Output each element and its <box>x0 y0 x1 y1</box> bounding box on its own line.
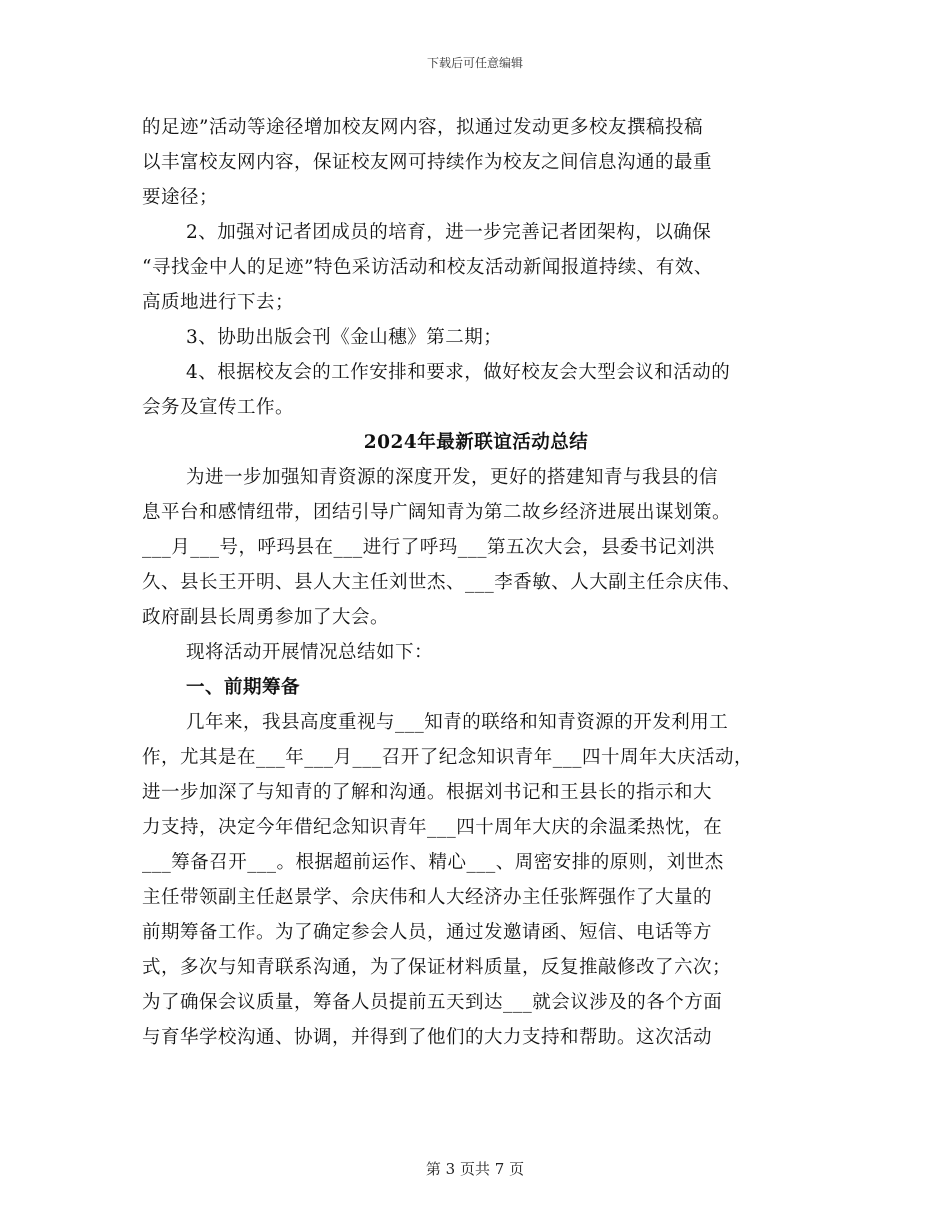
list-item-3: 3、协助出版会刊《金山穗》第二期； <box>186 327 503 348</box>
list-item-4: 4、根据校友会的工作安排和要求，做好校友会大型会议和活动的 <box>186 362 731 383</box>
header-note: 下载后可任意编辑 <box>426 56 523 70</box>
paragraph-line: 政府副县长周勇参加了大会。 <box>142 607 390 628</box>
paragraph-line: 高质地进行下去； <box>142 292 295 313</box>
paragraph-line: 会务及宣传工作。 <box>142 397 295 418</box>
paragraph-line: 主任带领副主任赵景学、佘庆伟和人大经济办主任张辉强作了大量的 <box>142 887 713 908</box>
subsection-heading: 一、前期筹备 <box>186 677 301 698</box>
paragraph-line: 力支持，决定今年借纪念知识青年___四十周年大庆的余温柔热忱，在 <box>142 817 723 838</box>
paragraph-line: ___筹备召开___。根据超前运作、精心___、周密安排的原则，刘世杰 <box>142 852 724 873</box>
paragraph-line: 要途径； <box>142 187 219 208</box>
list-item-2: 2、加强对记者团成员的培育，进一步完善记者团架构，以确保 <box>186 222 712 243</box>
paragraph-line: 式，多次与知青联系沟通，为了保证材料质量，反复推敲修改了六次； <box>142 957 732 978</box>
paragraph-line: 现将活动开展情况总结如下： <box>186 642 434 663</box>
paragraph-line: 与育华学校沟通、协调，并得到了他们的大力支持和帮助。这次活动 <box>142 1027 713 1048</box>
paragraph-line: 为进一步加强知青资源的深度开发，更好的搭建知青与我县的信 <box>186 467 719 488</box>
page-indicator: 第 3 页共 7 页 <box>425 1160 525 1178</box>
paragraph-line: 息平台和感情纽带，团结引导广阔知青为第二故乡经济进展出谋划策。 <box>142 502 732 523</box>
paragraph-line: 以丰富校友网内容，保证校友网可持续作为校友之间信息沟通的最重 <box>142 152 713 173</box>
section-title: 2024年最新联谊活动总结 <box>363 432 589 453</box>
paragraph-line: 的足迹”活动等途径增加校友网内容，拟通过发动更多校友撰稿投稿 <box>142 117 703 138</box>
document-body <box>142 110 810 1055</box>
paragraph-line: 作，尤其是在___年___月___召开了纪念知识青年___四十周年大庆活动， <box>142 747 754 768</box>
paragraph-line: 为了确保会议质量，筹备人员提前五天到达___就会议涉及的各个方面 <box>142 992 723 1013</box>
paragraph-line: 前期筹备工作。为了确定参会人员，通过发邀请函、短信、电话等方 <box>142 922 713 943</box>
paragraph-line: 久、县长王开明、县人大主任刘世杰、___李香敏、人大副主任佘庆伟、 <box>142 572 742 593</box>
paragraph-line: “寻找金中人的足迹”特色采访活动和校友活动新闻报道持续、有效、 <box>142 257 713 278</box>
paragraph-line: 进一步加深了与知青的了解和沟通。根据刘书记和王县长的指示和大 <box>142 782 713 803</box>
paragraph-line: 几年来，我县高度重视与___知青的联络和知青资源的开发利用工 <box>186 712 729 733</box>
paragraph-line: ___月___号，呼玛县在___进行了呼玛___第五次大会，县委书记刘洪 <box>142 537 716 558</box>
